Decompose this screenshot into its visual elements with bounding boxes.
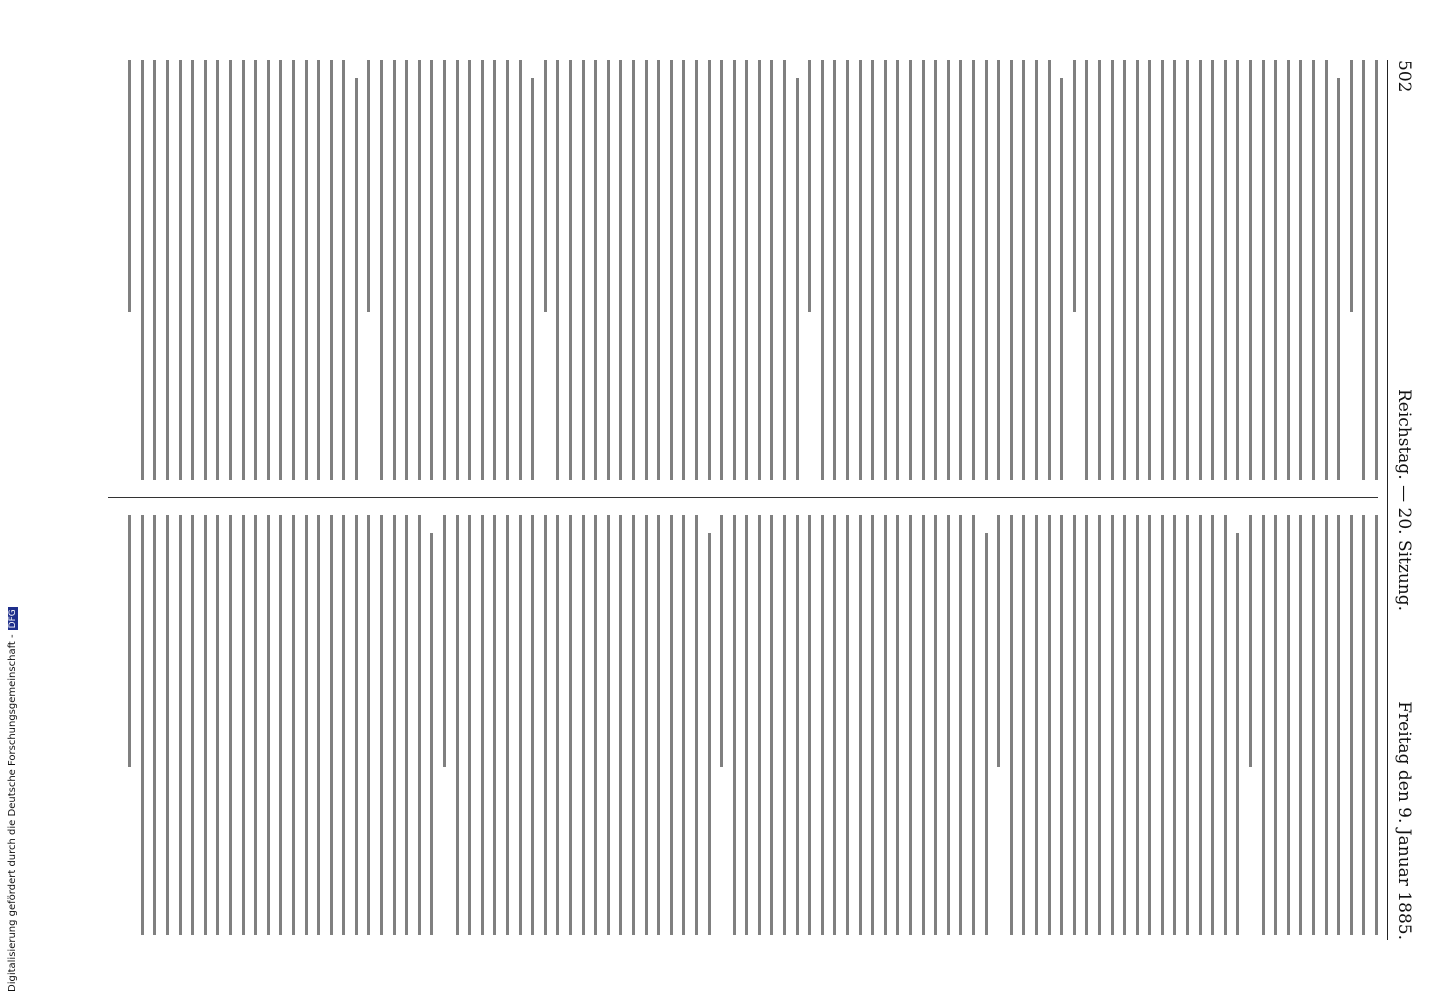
text-line	[884, 60, 887, 480]
text-line	[216, 60, 219, 480]
text-line	[871, 60, 874, 480]
text-line	[619, 60, 622, 480]
text-line	[141, 60, 144, 480]
text-line	[128, 515, 131, 767]
dfg-logo: DFG	[8, 609, 18, 629]
text-line	[405, 515, 408, 935]
text-line	[657, 515, 660, 935]
text-line	[1375, 60, 1378, 480]
text-line	[267, 515, 270, 935]
text-line	[582, 515, 585, 935]
text-line	[783, 60, 786, 480]
text-line	[531, 515, 534, 935]
text-line	[493, 515, 496, 935]
text-line	[456, 515, 459, 935]
text-line	[1249, 515, 1252, 767]
text-line	[859, 60, 862, 480]
text-line	[305, 60, 308, 480]
text-line	[380, 515, 383, 935]
text-line	[153, 515, 156, 935]
text-line	[972, 515, 975, 935]
text-line	[544, 60, 547, 312]
text-line	[1249, 60, 1252, 480]
text-line	[393, 515, 396, 935]
text-line	[204, 60, 207, 480]
text-line	[1211, 60, 1214, 480]
text-line	[947, 515, 950, 935]
text-line	[1287, 60, 1290, 480]
text-line	[1312, 60, 1315, 480]
text-line	[128, 60, 131, 312]
text-line	[1136, 60, 1139, 480]
text-line	[720, 515, 723, 767]
text-line	[1224, 515, 1227, 935]
text-line	[708, 60, 711, 480]
text-line	[1325, 515, 1328, 935]
text-line	[632, 515, 635, 935]
text-line	[1111, 60, 1114, 480]
text-line	[1123, 515, 1126, 935]
text-line	[1022, 515, 1025, 935]
page-number: 502	[1394, 60, 1414, 93]
text-line	[1337, 78, 1340, 480]
text-line	[191, 515, 194, 935]
text-line	[569, 60, 572, 480]
running-title: Reichstag. — 20. Sitzung.	[1394, 388, 1414, 612]
text-line	[254, 515, 257, 935]
text-line	[808, 60, 811, 312]
text-line	[959, 515, 962, 935]
header-rule	[1387, 60, 1388, 940]
text-line	[1022, 60, 1025, 480]
text-line	[1262, 515, 1265, 935]
text-line	[1186, 515, 1189, 935]
text-line	[783, 515, 786, 935]
text-line	[305, 515, 308, 935]
text-line	[179, 60, 182, 480]
text-line	[695, 60, 698, 480]
text-line	[1111, 515, 1114, 935]
text-line	[1085, 515, 1088, 935]
text-line	[1035, 515, 1038, 935]
text-line	[1325, 60, 1328, 480]
text-line	[166, 515, 169, 935]
text-line	[682, 60, 685, 480]
text-line	[733, 60, 736, 480]
text-line	[519, 515, 522, 935]
text-line	[1274, 60, 1277, 480]
text-line	[645, 515, 648, 935]
text-line	[695, 515, 698, 935]
text-line	[1060, 78, 1063, 480]
text-line	[959, 60, 962, 480]
rotated-page-content	[88, 60, 1418, 940]
text-line	[531, 78, 534, 480]
text-line	[468, 60, 471, 480]
text-line	[368, 515, 371, 935]
text-line	[682, 515, 685, 935]
text-line	[418, 515, 421, 935]
text-line	[1199, 515, 1202, 935]
text-line	[330, 515, 333, 935]
text-line	[645, 60, 648, 480]
text-line	[380, 60, 383, 480]
text-line	[393, 60, 396, 480]
text-line	[506, 60, 509, 480]
credit-text: Digitalisierung gefördert durch die Deutsche Forschungsgemeinschaft -	[7, 634, 18, 992]
text-line	[317, 515, 320, 935]
text-line	[720, 60, 723, 480]
text-line	[1136, 515, 1139, 935]
digitization-credit	[4, 2, 22, 992]
session-date: Freitag den 9. Januar 1885.	[1394, 701, 1414, 940]
text-line	[896, 60, 899, 480]
text-line	[443, 60, 446, 480]
column-divider	[108, 497, 1378, 498]
text-line	[204, 515, 207, 935]
text-line	[1337, 515, 1340, 935]
text-line	[833, 515, 836, 935]
text-line	[808, 515, 811, 935]
text-line	[796, 78, 799, 480]
text-line	[1010, 515, 1013, 935]
text-line	[443, 515, 446, 767]
text-line	[594, 60, 597, 480]
text-line	[1262, 60, 1265, 480]
text-line	[569, 515, 572, 935]
text-line	[355, 515, 358, 935]
text-line	[1299, 60, 1302, 480]
text-line	[657, 60, 660, 480]
text-line	[418, 60, 421, 480]
text-line	[582, 60, 585, 480]
text-column-left	[108, 60, 1378, 480]
text-line	[481, 60, 484, 480]
text-line	[821, 515, 824, 935]
text-line	[519, 60, 522, 480]
text-line	[1098, 515, 1101, 935]
text-line	[985, 60, 988, 480]
text-line	[997, 60, 1000, 480]
text-line	[191, 60, 194, 480]
text-line	[771, 60, 774, 480]
text-line	[166, 60, 169, 480]
text-line	[1148, 515, 1151, 935]
text-line	[632, 60, 635, 480]
text-line	[846, 60, 849, 480]
text-line	[355, 78, 358, 480]
text-line	[884, 515, 887, 935]
text-line	[846, 515, 849, 935]
text-line	[1161, 60, 1164, 480]
text-line	[1035, 60, 1038, 480]
text-line	[1287, 515, 1290, 935]
text-line	[279, 515, 282, 935]
text-line	[1299, 515, 1302, 935]
text-line	[896, 515, 899, 935]
text-line	[493, 60, 496, 480]
text-line	[1312, 515, 1315, 935]
text-line	[708, 533, 711, 935]
text-line	[1274, 515, 1277, 935]
text-line	[909, 60, 912, 480]
text-line	[934, 60, 937, 480]
text-line	[267, 60, 270, 480]
text-line	[342, 60, 345, 480]
text-line	[972, 60, 975, 480]
text-line	[1199, 60, 1202, 480]
text-line	[279, 60, 282, 480]
text-line	[1010, 60, 1013, 480]
text-line	[342, 515, 345, 935]
text-line	[771, 515, 774, 935]
text-line	[1236, 60, 1239, 480]
text-line	[468, 515, 471, 935]
text-line	[1174, 515, 1177, 935]
text-line	[229, 515, 232, 935]
text-line	[242, 515, 245, 935]
text-line	[833, 60, 836, 480]
text-line	[796, 515, 799, 935]
text-line	[821, 60, 824, 480]
text-line	[745, 60, 748, 480]
text-line	[456, 60, 459, 480]
text-line	[368, 60, 371, 312]
text-line	[947, 60, 950, 480]
text-line	[1073, 515, 1076, 935]
text-line	[1048, 515, 1051, 935]
text-line	[292, 60, 295, 480]
text-line	[758, 515, 761, 935]
text-line	[1085, 60, 1088, 480]
text-line	[922, 60, 925, 480]
text-line	[670, 60, 673, 480]
text-line	[1186, 60, 1189, 480]
text-line	[1211, 515, 1214, 935]
text-line	[1350, 60, 1353, 312]
text-line	[179, 515, 182, 935]
text-line	[909, 515, 912, 935]
text-line	[153, 60, 156, 480]
text-line	[229, 60, 232, 480]
text-line	[859, 515, 862, 935]
text-line	[733, 515, 736, 935]
text-line	[619, 515, 622, 935]
text-line	[1375, 515, 1378, 935]
text-line	[1236, 533, 1239, 935]
text-line	[506, 515, 509, 935]
text-line	[934, 515, 937, 935]
text-line	[1174, 60, 1177, 480]
text-line	[1362, 515, 1365, 935]
text-line	[1148, 60, 1151, 480]
text-line	[216, 515, 219, 935]
text-line	[1060, 515, 1063, 935]
text-line	[141, 515, 144, 935]
text-line	[254, 60, 257, 480]
text-line	[405, 60, 408, 480]
text-line	[1123, 60, 1126, 480]
text-line	[922, 515, 925, 935]
text-line	[1098, 60, 1101, 480]
text-line	[556, 515, 559, 935]
text-line	[1362, 60, 1365, 480]
text-line	[871, 515, 874, 935]
text-line	[607, 60, 610, 480]
text-line	[1224, 60, 1227, 480]
page-header	[1388, 60, 1418, 940]
text-line	[544, 515, 547, 935]
text-line	[1161, 515, 1164, 935]
text-line	[758, 60, 761, 480]
text-line	[317, 60, 320, 480]
text-line	[481, 515, 484, 935]
text-line	[607, 515, 610, 935]
text-column-right	[108, 515, 1378, 935]
text-line	[330, 60, 333, 480]
text-line	[985, 533, 988, 935]
text-line	[1048, 60, 1051, 480]
text-line	[745, 515, 748, 935]
text-line	[670, 515, 673, 935]
text-line	[594, 515, 597, 935]
text-line	[292, 515, 295, 935]
text-line	[1350, 515, 1353, 935]
text-line	[997, 515, 1000, 767]
text-line	[430, 533, 433, 935]
text-line	[1073, 60, 1076, 312]
text-line	[430, 60, 433, 480]
text-line	[556, 60, 559, 480]
text-line	[242, 60, 245, 480]
